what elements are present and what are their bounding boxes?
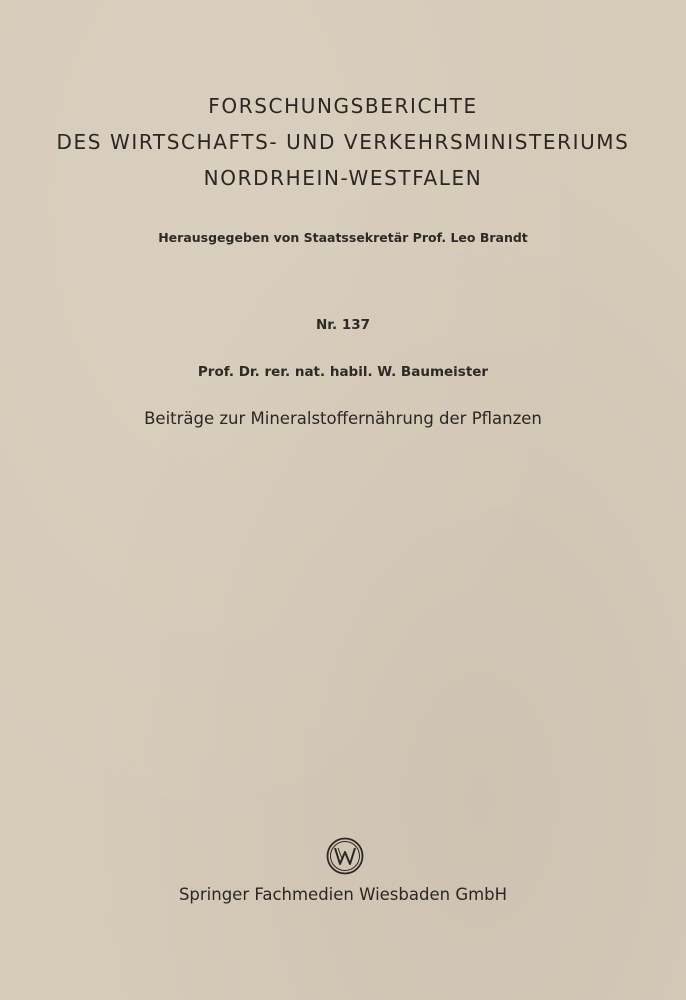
publisher-name: Springer Fachmedien Wiesbaden GmbH: [178, 885, 508, 904]
series-title-line-2: DES WIRTSCHAFTS- UND VERKEHRSMINISTERIUMS: [56, 130, 630, 154]
volume-number: Nr. 137: [315, 317, 371, 333]
editor-credit: Herausgegeben von Staatssekretär Prof. Leo Brandt: [158, 230, 528, 245]
series-title-line-1: FORSCHUNGSBERICHTE: [208, 94, 478, 118]
author-name: Prof. Dr. rer. nat. habil. W. Baumeister: [197, 364, 489, 380]
series-title: [0, 88, 686, 196]
work-title: Beiträge zur Mineralstoffernährung der Pflanzen: [144, 409, 542, 428]
series-title-line-3: NORDRHEIN-WESTFALEN: [203, 166, 483, 190]
springer-logo-icon: [325, 836, 365, 876]
